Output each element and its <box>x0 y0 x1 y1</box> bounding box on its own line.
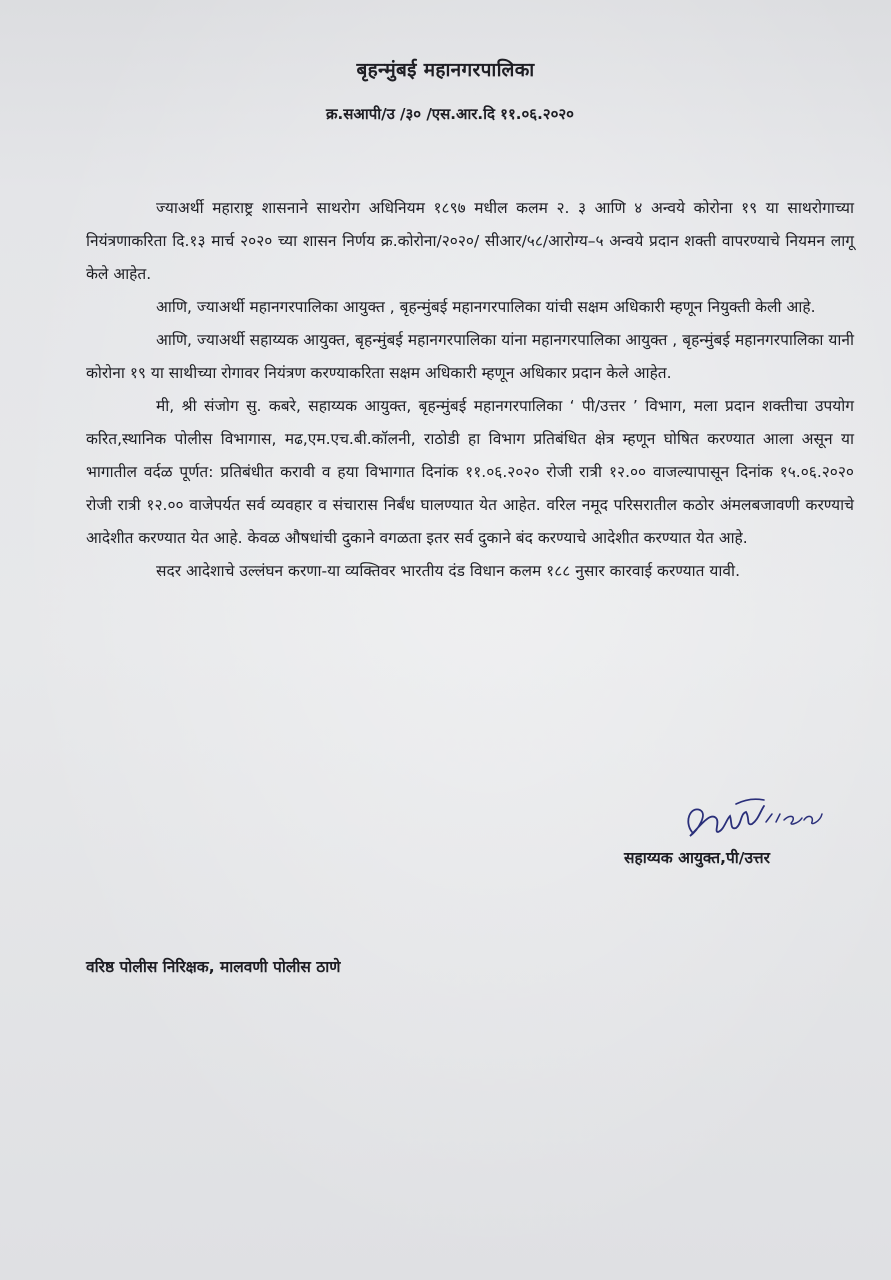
signatory-title: सहाय्यक आयुक्त,पी/उत्तर <box>624 849 770 867</box>
paragraph-5: सदर आदेशाचे उल्लंघन करणा-या व्यक्तिवर भारतीय दंड विधान कलम १८८ नुसार कारवाई करण्यात यावी. <box>156 562 740 580</box>
recipient-line: वरिष्ठ पोलीस निरिक्षक, मालवणी पोलीस ठाणे <box>86 958 341 976</box>
document-heading: बृहन्मुंबई महानगरपालिका <box>356 59 535 81</box>
paragraph-4: मी, श्री संजोग सु. कबरे, सहाय्यक आयुक्त, बृहन्मुंबई महानगरपालिका ‘ पी/उत्तर ’ विभाग, मला प्रदान शक्तीचा उपयोग करित,स्थानिक पोलीस विभागास, मढ,एम.एच.बी.कॉलनी, राठोडी हा विभाग प्रतिबंधित क्षेत्र म्हणून घोषित करण्यात आला असून या भागातील वर्दळ पूर्णत: प्रतिबंधीत करावी व हया विभागात दिनांक ११.०६.२०२० रोजी रात्री १२.०० वाजल्यापासून दिनांक १५.०६.२०२० रोजी रात्री १२.०० वाजेपर्यत सर्व व्यवहार व संचारास निर्बंध घालण्यात येत आहेत. वरिल नमूद परिसरातील कठोर अंमलबजावणी करण्याचे आदेशीत करण्यात येत आहे. केवळ औषधांची दुकाने वगळता इतर सर्व दुकाने बंद करण्याचे आदेशीत करण्यात येत आहे. <box>86 397 854 547</box>
paragraph-3: आणि, ज्याअर्थी सहाय्यक आयुक्त, बृहन्मुंबई महानगरपालिका यांना महानगरपालिका आयुक्त , बृहन्मुंबई महानगरपालिका यानी कोरोना १९ या साथीच्या रोगावर नियंत्रण करण्याकरिता सक्षम अधिकारी म्हणून अधिकार प्रदान केले आहेत. <box>86 331 854 382</box>
paragraph-1: ज्याअर्थी महाराष्ट्र शासनाने साथरोग अधिनियम १८९७ मधील कलम २. ३ आणि ४ अन्वये कोरोना १९ या साथरोगाच्या नियंत्रणाकरिता दि.१३ मार्च २०२० च्या शासन निर्णय क्र.कोरोना/२०२०/ सीआर/५८/आरोग्य–५ अन्वये प्रदान शक्ती वापरण्याचे नियमन लागू केले आहेत. <box>86 199 854 283</box>
paragraph-2: आणि, ज्याअर्थी महानगरपालिका आयुक्त , बृहन्मुंबई महानगरपालिका यांची सक्षम अधिकारी म्हणून नियुक्ती केली आहे. <box>156 298 816 316</box>
letter-body <box>86 192 854 588</box>
handwritten-signature <box>680 792 830 852</box>
reference-number: क्र.सआपी/उ /३० /एस.आर.दि ११.०६.२०२० <box>326 105 574 123</box>
